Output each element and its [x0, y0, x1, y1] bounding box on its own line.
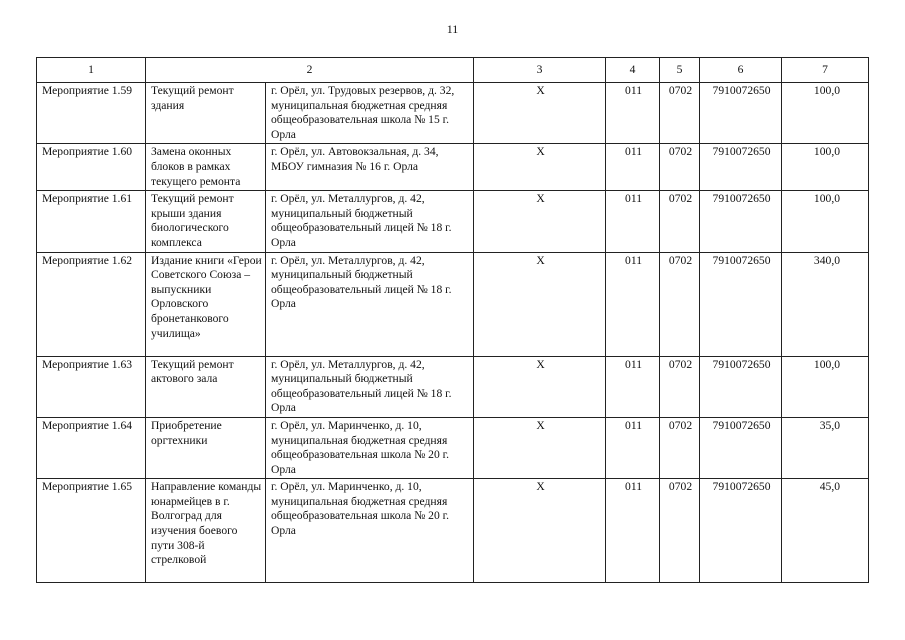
mark-cell: X [474, 417, 606, 478]
amount-cell: 35,0 [782, 417, 869, 478]
code-cell: 011 [606, 144, 660, 191]
table-row [37, 191, 869, 252]
event-address-cell: г. Орёл, ул. Автовокзальная, д. 34, МБОУ гимназия № 16 г. Орла [266, 144, 474, 191]
target-code-cell: 7910072650 [700, 356, 782, 417]
target-code-cell: 7910072650 [700, 144, 782, 191]
event-name-cell: Замена оконных блоков в рамках текущего ремонта [146, 144, 266, 191]
mark-cell: X [474, 252, 606, 356]
event-name-cell: Текущий ремонт здания [146, 83, 266, 144]
amount-cell: 340,0 [782, 252, 869, 356]
event-id-cell: Мероприятие 1.59 [37, 83, 146, 144]
code-cell: 011 [606, 417, 660, 478]
event-name-cell: Текущий ремонт актового зала [146, 356, 266, 417]
section-cell: 0702 [660, 191, 700, 252]
amount-cell: 100,0 [782, 191, 869, 252]
event-name-cell: Издание книги «Герои Советского Союза – выпускники Орловского бронетанкового училища» [146, 252, 266, 356]
event-address-cell: г. Орёл, ул. Металлургов, д. 42, муниципальный бюджетный общеобразовательный лицей № 18 г. Орла [266, 356, 474, 417]
mark-cell: X [474, 144, 606, 191]
mark-cell: X [474, 479, 606, 583]
target-code-cell: 7910072650 [700, 83, 782, 144]
target-code-cell: 7910072650 [700, 191, 782, 252]
mark-cell: X [474, 191, 606, 252]
column-header-1: 1 [37, 58, 146, 83]
event-id-cell: Мероприятие 1.64 [37, 417, 146, 478]
event-id-cell: Мероприятие 1.60 [37, 144, 146, 191]
event-address-cell: г. Орёл, ул. Трудовых резервов, д. 32, муниципальная бюджетная средняя общеобразовательная школа № 15 г. Орла [266, 83, 474, 144]
column-header-6: 6 [700, 58, 782, 83]
event-address-cell: г. Орёл, ул. Маринченко, д. 10, муниципальная бюджетная средняя общеобразовательная школа № 20 г. Орла [266, 417, 474, 478]
section-cell: 0702 [660, 479, 700, 583]
amount-cell: 100,0 [782, 356, 869, 417]
target-code-cell: 7910072650 [700, 479, 782, 583]
table-row [37, 83, 869, 144]
budget-table [36, 57, 869, 583]
section-cell: 0702 [660, 252, 700, 356]
code-cell: 011 [606, 479, 660, 583]
table-row [37, 252, 869, 356]
event-address-cell: г. Орёл, ул. Металлургов, д. 42, муниципальный бюджетный общеобразовательный лицей № 18 г. Орла [266, 252, 474, 356]
header-row [37, 58, 869, 83]
event-id-cell: Мероприятие 1.61 [37, 191, 146, 252]
amount-cell: 45,0 [782, 479, 869, 583]
mark-cell: X [474, 83, 606, 144]
column-header-5: 5 [660, 58, 700, 83]
section-cell: 0702 [660, 356, 700, 417]
mark-cell: X [474, 356, 606, 417]
column-header-7: 7 [782, 58, 869, 83]
event-name-cell: Текущий ремонт крыши здания биологического комплекса [146, 191, 266, 252]
code-cell: 011 [606, 83, 660, 144]
table-row [37, 479, 869, 583]
code-cell: 011 [606, 356, 660, 417]
table-row [37, 356, 869, 417]
amount-cell: 100,0 [782, 144, 869, 191]
page-number: 11 [446, 22, 459, 36]
column-header-2: 2 [146, 58, 474, 83]
code-cell: 011 [606, 191, 660, 252]
event-address-cell: г. Орёл, ул. Металлургов, д. 42, муниципальный бюджетный общеобразовательный лицей № 18 г. Орла [266, 191, 474, 252]
event-id-cell: Мероприятие 1.63 [37, 356, 146, 417]
table-row [37, 417, 869, 478]
event-id-cell: Мероприятие 1.65 [37, 479, 146, 583]
section-cell: 0702 [660, 144, 700, 191]
column-header-3: 3 [474, 58, 606, 83]
target-code-cell: 7910072650 [700, 252, 782, 356]
event-id-cell: Мероприятие 1.62 [37, 252, 146, 356]
event-address-cell: г. Орёл, ул. Маринченко, д. 10, муниципальная бюджетная средняя общеобразовательная школа № 20 г. Орла [266, 479, 474, 583]
event-name-cell: Направление команды юнармейцев в г. Волгоград для изучения боевого пути 308-й стрелковой [146, 479, 266, 583]
table-row [37, 144, 869, 191]
event-name-cell: Приобретение оргтехники [146, 417, 266, 478]
column-header-4: 4 [606, 58, 660, 83]
section-cell: 0702 [660, 83, 700, 144]
section-cell: 0702 [660, 417, 700, 478]
target-code-cell: 7910072650 [700, 417, 782, 478]
code-cell: 011 [606, 252, 660, 356]
amount-cell: 100,0 [782, 83, 869, 144]
